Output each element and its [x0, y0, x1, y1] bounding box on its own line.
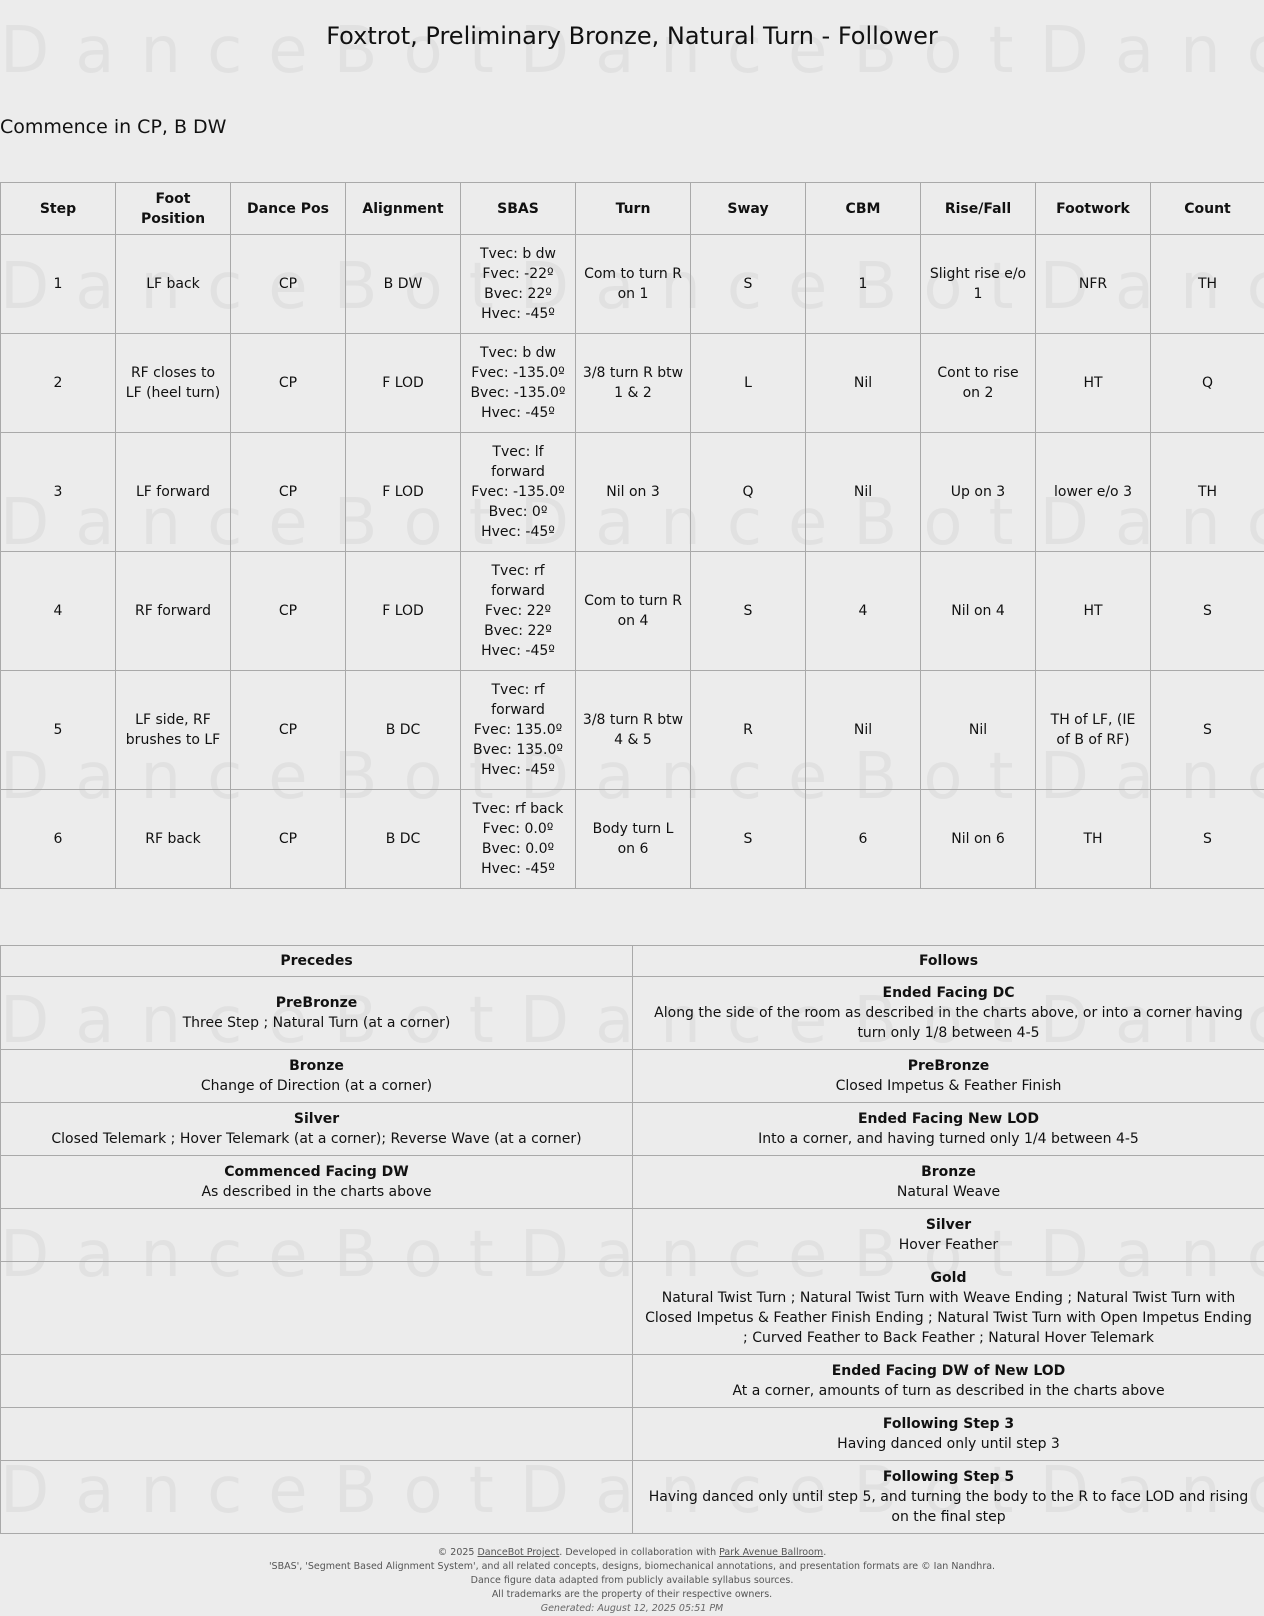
sbas-fvec: Fvec: 0.0º [482, 821, 554, 837]
sbas-fvec: Fvec: 135.0º [473, 722, 563, 738]
sway: Q [691, 433, 806, 552]
table-row [1, 235, 1264, 334]
steps-header-row [1, 183, 1264, 235]
footwork: NFR [1036, 235, 1151, 334]
table-row [1, 1103, 1264, 1156]
rise-fall: Nil on 4 [921, 552, 1036, 671]
table-row [1, 1050, 1264, 1103]
column-header: SBAS [461, 183, 576, 235]
precedes-cell [1, 1262, 633, 1355]
alignment: F LOD [346, 552, 461, 671]
column-header: Dance Pos [231, 183, 346, 235]
count: TH [1151, 235, 1264, 334]
follows-text: At a corner, amounts of turn as described in the charts above [732, 1383, 1165, 1399]
follows-cell [633, 1262, 1264, 1355]
sbas-bvec: Bvec: 135.0º [472, 742, 564, 758]
sbas-bvec: Bvec: 0º [488, 504, 548, 520]
cbm: Nil [806, 671, 921, 790]
follows-level: Bronze [921, 1164, 976, 1180]
sbas-fvec: Fvec: -135.0º [471, 365, 565, 381]
foot-position: LF forward [116, 433, 231, 552]
sbas-tvec: Tvec: b dw [480, 345, 556, 361]
follows-cell [633, 1050, 1264, 1103]
copyright-prefix: © 2025 [437, 1547, 478, 1558]
relations-header-row [1, 946, 1264, 977]
follows-cell [633, 977, 1264, 1050]
park-avenue-ballroom-link[interactable]: Park Avenue Ballroom [719, 1547, 824, 1558]
precedes-level: PreBronze [275, 995, 358, 1011]
period-text: . [823, 1547, 827, 1558]
precedes-text: Change of Direction (at a corner) [200, 1078, 433, 1094]
sbas-cell [461, 235, 576, 334]
sbas-hvec: Hvec: -45º [481, 306, 555, 322]
follows-text: Into a corner, and having turned only 1/4 between 4-5 [758, 1131, 1139, 1147]
dance-pos: CP [231, 790, 346, 889]
table-row [1, 790, 1264, 889]
follows-header: Follows [633, 946, 1264, 977]
precedes-cell [1, 1103, 633, 1156]
table-row [1, 1408, 1264, 1461]
precedes-text: As described in the charts above [201, 1184, 432, 1200]
turn: Com to turn R on 4 [576, 552, 691, 671]
sbas-tvec: Tvec: b dw [480, 246, 556, 262]
follows-level: Ended Facing DW of New LOD [831, 1363, 1066, 1379]
sbas-bvec: Bvec: 22º [484, 286, 552, 302]
table-row [1, 552, 1264, 671]
foot-position: RF back [116, 790, 231, 889]
cbm: Nil [806, 334, 921, 433]
table-row [1, 1355, 1264, 1408]
sbas-tvec: Tvec: rf back [472, 801, 564, 817]
follows-text: Along the side of the room as described in the charts above, or into a corner having turn only 1/8 between 4-5 [654, 1005, 1243, 1041]
footer-data-source: Dance figure data adapted from publicly available syllabus sources. [470, 1575, 794, 1586]
sbas-hvec: Hvec: -45º [481, 762, 555, 778]
follows-cell [633, 1408, 1264, 1461]
precedes-cell [1, 1050, 633, 1103]
sbas-hvec: Hvec: -45º [481, 405, 555, 421]
footer-trademarks: All trademarks are the property of their respective owners. [491, 1589, 773, 1600]
foot-position: RF closes to LF (heel turn) [116, 334, 231, 433]
table-row [1, 1209, 1264, 1262]
alignment: B DW [346, 235, 461, 334]
foot-position: LF side, RF brushes to LF [116, 671, 231, 790]
column-header: Rise/Fall [921, 183, 1036, 235]
precedes-cell [1, 1355, 633, 1408]
foot-position: LF back [116, 235, 231, 334]
sway: L [691, 334, 806, 433]
sbas-cell [461, 334, 576, 433]
turn: 3/8 turn R btw 1 & 2 [576, 334, 691, 433]
precedes-text: Three Step ; Natural Turn (at a corner) [182, 1015, 451, 1031]
alignment: B DC [346, 671, 461, 790]
follows-level: Ended Facing New LOD [857, 1111, 1040, 1127]
dance-pos: CP [231, 552, 346, 671]
sbas-bvec: Bvec: 0.0º [481, 841, 555, 857]
column-header: Count [1151, 183, 1264, 235]
sbas-fvec: Fvec: -135.0º [471, 484, 565, 500]
turn: 3/8 turn R btw 4 & 5 [576, 671, 691, 790]
dance-pos: CP [231, 671, 346, 790]
follows-text: Hover Feather [898, 1237, 999, 1253]
sway: S [691, 235, 806, 334]
follows-level: Silver [925, 1217, 972, 1233]
dance-pos: CP [231, 433, 346, 552]
page-title: Foxtrot, Preliminary Bronze, Natural Turn - Follower [326, 22, 938, 50]
cbm: 4 [806, 552, 921, 671]
alignment: B DC [346, 790, 461, 889]
rise-fall: Nil on 6 [921, 790, 1036, 889]
alignment: F LOD [346, 433, 461, 552]
follows-text: Natural Weave [896, 1184, 1001, 1200]
footwork: lower e/o 3 [1036, 433, 1151, 552]
precedes-cell [1, 1408, 633, 1461]
column-header: Step [1, 183, 116, 235]
sbas-hvec: Hvec: -45º [481, 643, 555, 659]
follows-level: Ended Facing DC [882, 985, 1015, 1001]
sbas-cell [461, 433, 576, 552]
follows-cell [633, 1103, 1264, 1156]
sbas-hvec: Hvec: -45º [481, 524, 555, 540]
count: S [1151, 552, 1264, 671]
table-row [1, 671, 1264, 790]
rise-fall: Up on 3 [921, 433, 1036, 552]
follows-cell [633, 1209, 1264, 1262]
footwork: TH [1036, 790, 1151, 889]
follows-cell [633, 1461, 1264, 1534]
sbas-bvec: Bvec: 22º [484, 623, 552, 639]
count: TH [1151, 433, 1264, 552]
precedes-follows-table [0, 945, 1264, 1534]
step-number: 1 [1, 235, 116, 334]
turn: Body turn L on 6 [576, 790, 691, 889]
follows-text: Natural Twist Turn ; Natural Twist Turn with Weave Ending ; Natural Twist Turn with Closed Impetus & Feather Finish Ending ; Natural Twist Turn with Open Impetus Ending ; Curved Feather to Back Feather ; Natural Hover Telemark [645, 1290, 1252, 1346]
follows-level: Gold [930, 1270, 967, 1286]
footwork: HT [1036, 334, 1151, 433]
footer-generated: Generated: August 12, 2025 05:51 PM [540, 1603, 724, 1614]
sbas-tvec: Tvec: rf forward [491, 682, 545, 718]
precedes-cell [1, 1461, 633, 1534]
turn: Nil on 3 [576, 433, 691, 552]
sbas-tvec: Tvec: lf forward [491, 444, 545, 480]
rise-fall: Nil [921, 671, 1036, 790]
sbas-tvec: Tvec: rf forward [491, 563, 545, 599]
step-number: 6 [1, 790, 116, 889]
footer-copyright [0, 1546, 1264, 1560]
footer-sbas-notice: 'SBAS', 'Segment Based Alignment System', and all related concepts, designs, biomechanical annotations, and presentation formats are © Ian Nandhra. [268, 1561, 996, 1572]
turn: Com to turn R on 1 [576, 235, 691, 334]
precedes-level: Commenced Facing DW [224, 1164, 409, 1180]
column-header: Turn [576, 183, 691, 235]
precedes-level: Silver [293, 1111, 340, 1127]
sbas-bvec: Bvec: -135.0º [470, 385, 566, 401]
precedes-level: Bronze [289, 1058, 344, 1074]
precedes-text: Closed Telemark ; Hover Telemark (at a corner); Reverse Wave (at a corner) [51, 1131, 582, 1147]
sbas-hvec: Hvec: -45º [481, 861, 555, 877]
table-row [1, 1262, 1264, 1355]
follows-text: Having danced only until step 5, and turning the body to the R to face LOD and rising on the final step [648, 1489, 1249, 1525]
count: S [1151, 790, 1264, 889]
dance-pos: CP [231, 235, 346, 334]
sway: S [691, 552, 806, 671]
sbas-fvec: Fvec: -22º [482, 266, 554, 282]
table-row [1, 1156, 1264, 1209]
rise-fall: Cont to rise on 2 [921, 334, 1036, 433]
follows-cell [633, 1355, 1264, 1408]
step-number: 5 [1, 671, 116, 790]
sway: S [691, 790, 806, 889]
column-header: Foot Position [116, 183, 231, 235]
table-row [1, 433, 1264, 552]
column-header: CBM [806, 183, 921, 235]
footwork: HT [1036, 552, 1151, 671]
commence-heading: Commence in CP, B DW [0, 116, 227, 138]
follows-level: PreBronze [907, 1058, 990, 1074]
sbas-cell [461, 552, 576, 671]
precedes-header: Precedes [1, 946, 633, 977]
column-header: Footwork [1036, 183, 1151, 235]
precedes-cell [1, 1156, 633, 1209]
table-row [1, 1461, 1264, 1534]
table-row [1, 977, 1264, 1050]
follows-level: Following Step 3 [882, 1416, 1015, 1432]
sbas-cell [461, 790, 576, 889]
column-header: Sway [691, 183, 806, 235]
cbm: 1 [806, 235, 921, 334]
column-header: Alignment [346, 183, 461, 235]
footer [0, 1546, 1264, 1616]
follows-cell [633, 1156, 1264, 1209]
cbm: 6 [806, 790, 921, 889]
count: S [1151, 671, 1264, 790]
foot-position: RF forward [116, 552, 231, 671]
sway: R [691, 671, 806, 790]
table-row [1, 334, 1264, 433]
follows-text: Closed Impetus & Feather Finish [835, 1078, 1062, 1094]
cbm: Nil [806, 433, 921, 552]
footwork: TH of LF, (IE of B of RF) [1036, 671, 1151, 790]
follows-level: Following Step 5 [882, 1469, 1015, 1485]
dancebot-project-link[interactable]: DanceBot Project [477, 1547, 560, 1558]
step-number: 4 [1, 552, 116, 671]
sbas-fvec: Fvec: 22º [484, 603, 552, 619]
precedes-cell [1, 1209, 633, 1262]
count: Q [1151, 334, 1264, 433]
developed-text: . Developed in collaboration with [559, 1547, 720, 1558]
alignment: F LOD [346, 334, 461, 433]
rise-fall: Slight rise e/o 1 [921, 235, 1036, 334]
follows-text: Having danced only until step 3 [837, 1436, 1060, 1452]
precedes-cell [1, 977, 633, 1050]
step-number: 3 [1, 433, 116, 552]
dance-pos: CP [231, 334, 346, 433]
sbas-cell [461, 671, 576, 790]
steps-table [0, 182, 1264, 889]
step-number: 2 [1, 334, 116, 433]
